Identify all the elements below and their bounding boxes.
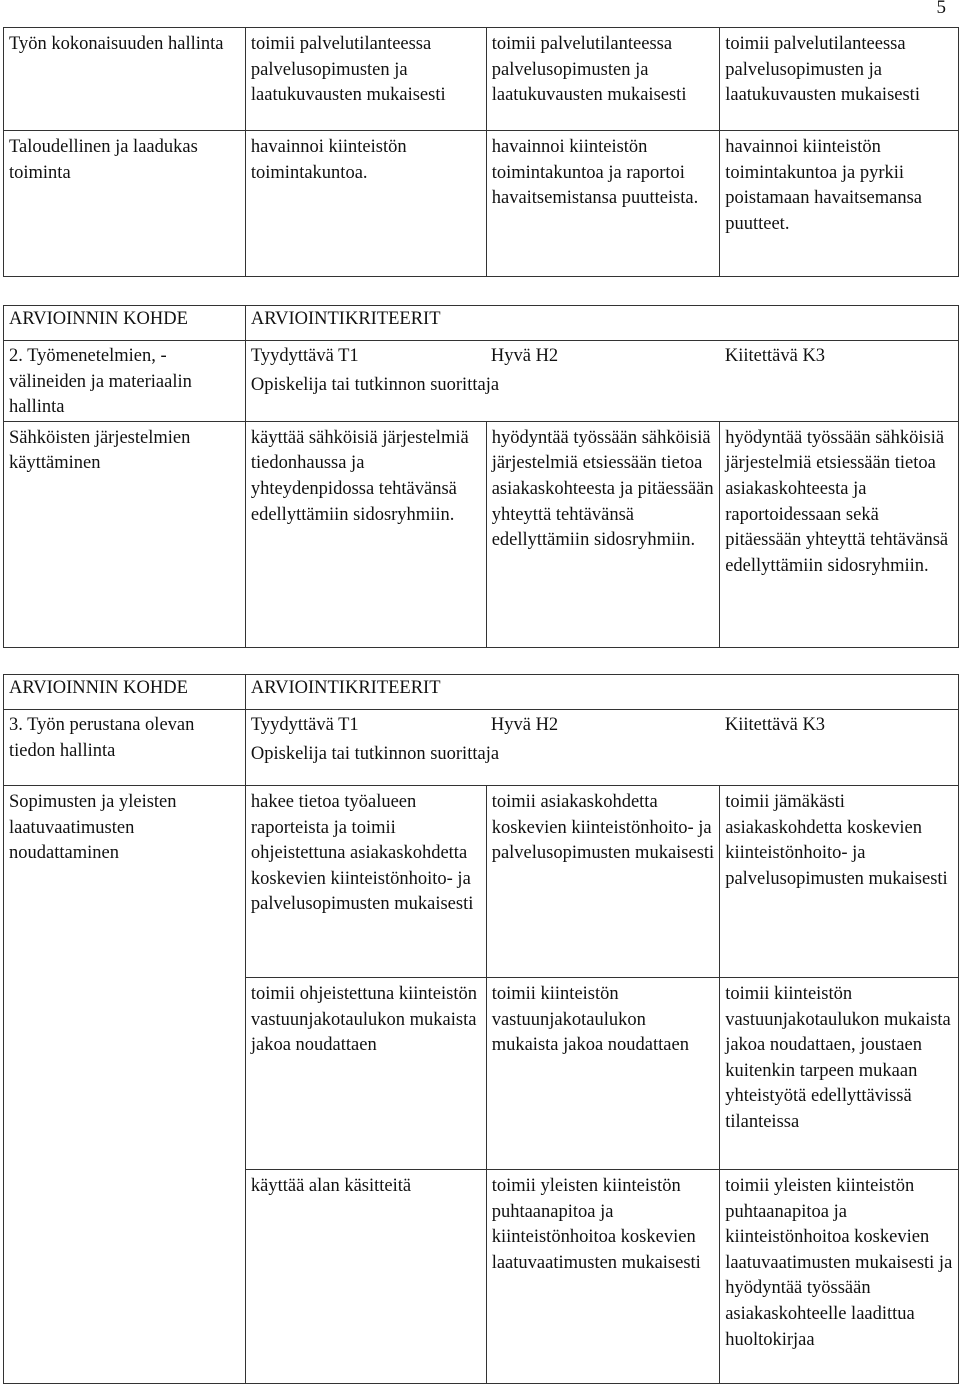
criteria-k3: toimii jämäkästi asiakaskohdetta koskevien kiinteistönhoito- ja palvelusopimusten mukaisesti: [720, 786, 959, 978]
performer-label: Opiskelija tai tutkinnon suorittaja: [250, 374, 500, 395]
levels-row: [4, 341, 959, 422]
row-label: Taloudellinen ja laadukas toiminta: [4, 131, 246, 277]
level-t1: Tyydyttävä T1: [250, 346, 359, 366]
level-k3: Kiitettävä K3: [724, 346, 826, 366]
level-t1: Tyydyttävä T1: [250, 715, 359, 735]
table-row: [4, 421, 959, 647]
criteria-table-section-2: [3, 305, 959, 648]
criteria-h2: toimii asiakaskohdetta koskevien kiinteistönhoito- ja palvelusopimusten mukaisesti: [486, 786, 720, 978]
section-header-row: [4, 675, 959, 710]
heading-assessment-target: ARVIOINNIN KOHDE: [4, 675, 246, 710]
criteria-k3: toimii yleisten kiinteistön puhtaanapitoa ja kiinteistönhoitoa koskevien laatuvaatimusten mukaisesti ja hyödyntää työssään asiakaskohteelle laadittua huoltokirjaa: [720, 1170, 959, 1384]
criteria-t1: käyttää alan käsitteitä: [245, 1170, 486, 1384]
criteria-table-continued: [3, 27, 959, 277]
performer-label: Opiskelija tai tutkinnon suorittaja: [250, 743, 500, 764]
table-row: [4, 28, 959, 131]
level-h2: Hyvä H2: [490, 346, 559, 366]
subject-title: 3. Työn perustana olevan tiedon hallinta: [4, 710, 246, 786]
criteria-h2: toimii yleisten kiinteistön puhtaanapitoa ja kiinteistönhoitoa koskevien laatuvaatimusten mukaisesti: [486, 1170, 720, 1384]
criteria-t1: toimii ohjeistettuna kiinteistön vastuunjakotaulukon mukaista jakoa noudattaen: [245, 978, 486, 1170]
criteria-h2: toimii palvelutilanteessa palvelusopimusten ja laatukuvausten mukaisesti: [486, 28, 720, 131]
criteria-k3: toimii palvelutilanteessa palvelusopimusten ja laatukuvausten mukaisesti: [720, 28, 959, 131]
criteria-t1: hakee tietoa työalueen raporteista ja toimii ohjeistettuna asiakaskohdetta koskevien kiinteistönhoito- ja palvelusopimusten mukaisesti: [245, 786, 486, 978]
heading-assessment-criteria: ARVIOINTIKRITEERIT: [245, 306, 958, 341]
criteria-k3: havainnoi kiinteistön toimintakuntoa ja pyrkii poistamaan havaitsemansa puutteet.: [720, 131, 959, 277]
criteria-t1: käyttää sähköisiä järjestelmiä tiedonhaussa ja yhteydenpidossa tehtävänsä edellyttämiin sidosryhmiin.: [245, 421, 486, 647]
criteria-k3: hyödyntää työssään sähköisiä järjestelmiä etsiessään tietoa asiakaskohteesta ja raportoidessaan sekä pitäessään yhteyttä tehtävänsä edellyttämiin sidosryhmiin.: [720, 421, 959, 647]
criteria-h2: toimii kiinteistön vastuunjakotaulukon mukaista jakoa noudattaen: [486, 978, 720, 1170]
levels-cell: [245, 710, 958, 786]
criteria-h2: hyödyntää työssään sähköisiä järjestelmiä etsiessään tietoa asiakaskohteesta ja pitäessään yhteyttä tehtävänsä edellyttämiin sidosryhmiin.: [486, 421, 720, 647]
page-number: 5: [936, 0, 946, 18]
criteria-k3: toimii kiinteistön vastuunjakotaulukon mukaista jakoa noudattaen, joustaen kuitenkin tarpeen mukaan yhteistyötä edellyttävissä tilanteissa: [720, 978, 959, 1170]
criteria-t1: toimii palvelutilanteessa palvelusopimusten ja laatukuvausten mukaisesti: [245, 28, 486, 131]
level-h2: Hyvä H2: [490, 715, 559, 735]
row-label: Sähköisten järjestelmien käyttäminen: [4, 421, 246, 647]
heading-assessment-criteria: ARVIOINTIKRITEERIT: [245, 675, 958, 710]
heading-assessment-target: ARVIOINNIN KOHDE: [4, 306, 246, 341]
level-k3: Kiitettävä K3: [724, 715, 826, 735]
levels-cell: [245, 341, 958, 422]
section-header-row: [4, 306, 959, 341]
table-row: [4, 786, 959, 978]
criteria-h2: havainnoi kiinteistön toimintakuntoa ja raportoi havaitsemistansa puutteista.: [486, 131, 720, 277]
criteria-t1: havainnoi kiinteistön toimintakuntoa.: [245, 131, 486, 277]
row-label: Sopimusten ja yleisten laatuvaatimusten noudattaminen: [4, 786, 246, 1384]
criteria-table-section-3: [3, 674, 959, 1384]
levels-row: [4, 710, 959, 786]
row-label: Työn kokonaisuuden hallinta: [4, 28, 246, 131]
subject-title: 2. Työmenetelmien, -välineiden ja materiaalin hallinta: [4, 341, 246, 422]
table-row: [4, 131, 959, 277]
